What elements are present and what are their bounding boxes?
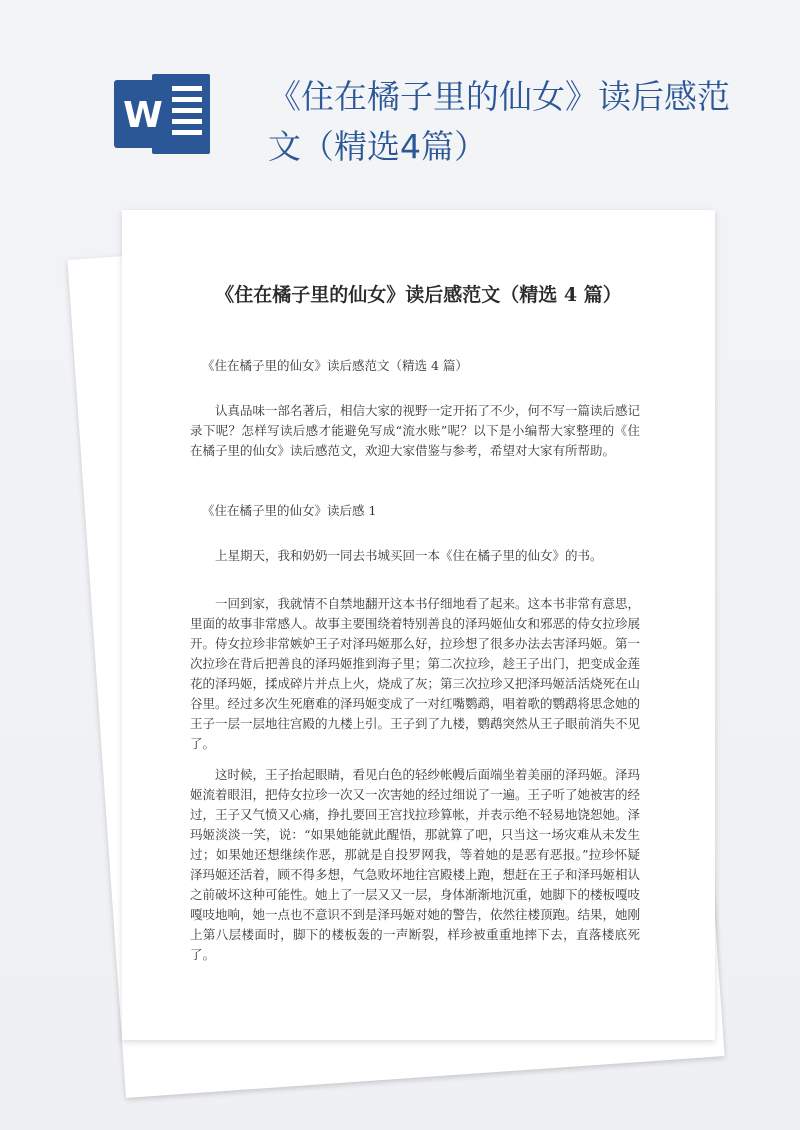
word-icon-letter: W [123, 95, 163, 136]
word-app-icon [112, 72, 212, 156]
body-paragraph-1: 上星期天，我和奶奶一同去书城买回一本《住在橘子里的仙女》的书。 [215, 548, 603, 563]
page-header-title: 《住在橘子里的仙女》读后感范文（精选4篇） [268, 77, 730, 166]
document-subtitle: 《住在橘子里的仙女》读后感范文（精选 4 篇） [202, 358, 468, 373]
document-page [122, 210, 715, 1040]
body-paragraph-2: 一回到家，我就情不自禁地翻开这本书仔细地看了起来。这本书非常有意思，里面的故事非常感人。故事主要围绕着特别善良的泽玛姬仙女和邪恶的侍女拉珍展开。侍女拉珍非常嫉妒王子对泽玛姬那么好，拉珍想了很多办法去害泽玛姬。第一次拉珍在背后把善良的泽玛姬推到海子里；第二次拉珍，趁王子出门，把变成金莲花的泽玛姬，揉成碎片并点上火，烧成了灰；第三次拉珍又把泽玛姬活活烧死在山谷里。经过多次生死磨难的泽玛姬变成了一对红嘴鹦鹉，唱着歌的鹦鹉将思念她的王子一层一层地往宫殿的九楼上引。王子到了九楼，鹦鹉突然从王子眼前消失不见了。 [190, 596, 641, 751]
document-title: 《住在橘子里的仙女》读后感范文（精选 4 篇） [215, 284, 622, 306]
body-paragraph-3: 这时候，王子抬起眼睛，看见白色的轻纱帐幔后面端坐着美丽的泽玛姬。泽玛姬流着眼泪，把侍女拉珍一次又一次害她的经过细说了一遍。王子听了她被害的经过，王子又气愤又心痛，挣扎要回王宫找拉珍算帐，并表示绝不轻易地饶恕她。泽玛姬淡淡一笑，说：“如果她能就此醒悟，那就算了吧，只当这一场灾难从未发生过；如果她还想继续作恶，那就是自投罗网我，等着她的是恶有恶报。”拉珍怀疑泽玛姬还活着，顾不得多想，气急败坏地往宫殿楼上跑，想赶在王子和泽玛姬相认之前破坏这种可能性。她上了一层又又一层，身体渐渐地沉重，她脚下的楼板嘎吱嘎吱地响，她一点也不意识不到是泽玛姬对她的警告，依然往楼顶跑。结果，她刚上第八层楼面时，脚下的楼板轰的一声断裂，样珍被重重地摔下去，直落楼底死了。 [190, 767, 641, 962]
section-heading: 《住在橘子里的仙女》读后感 1 [202, 503, 377, 518]
intro-paragraph: 认真品味一部名著后，相信大家的视野一定开拓了不少，何不写一篇读后感记录下呢？怎样写读后感才能避免写成“流水账”呢？以下是小编帮大家整理的《住在橘子里的仙女》读后感范文，欢迎大家借鉴与参考，希望对大家有所帮助。 [190, 403, 641, 458]
